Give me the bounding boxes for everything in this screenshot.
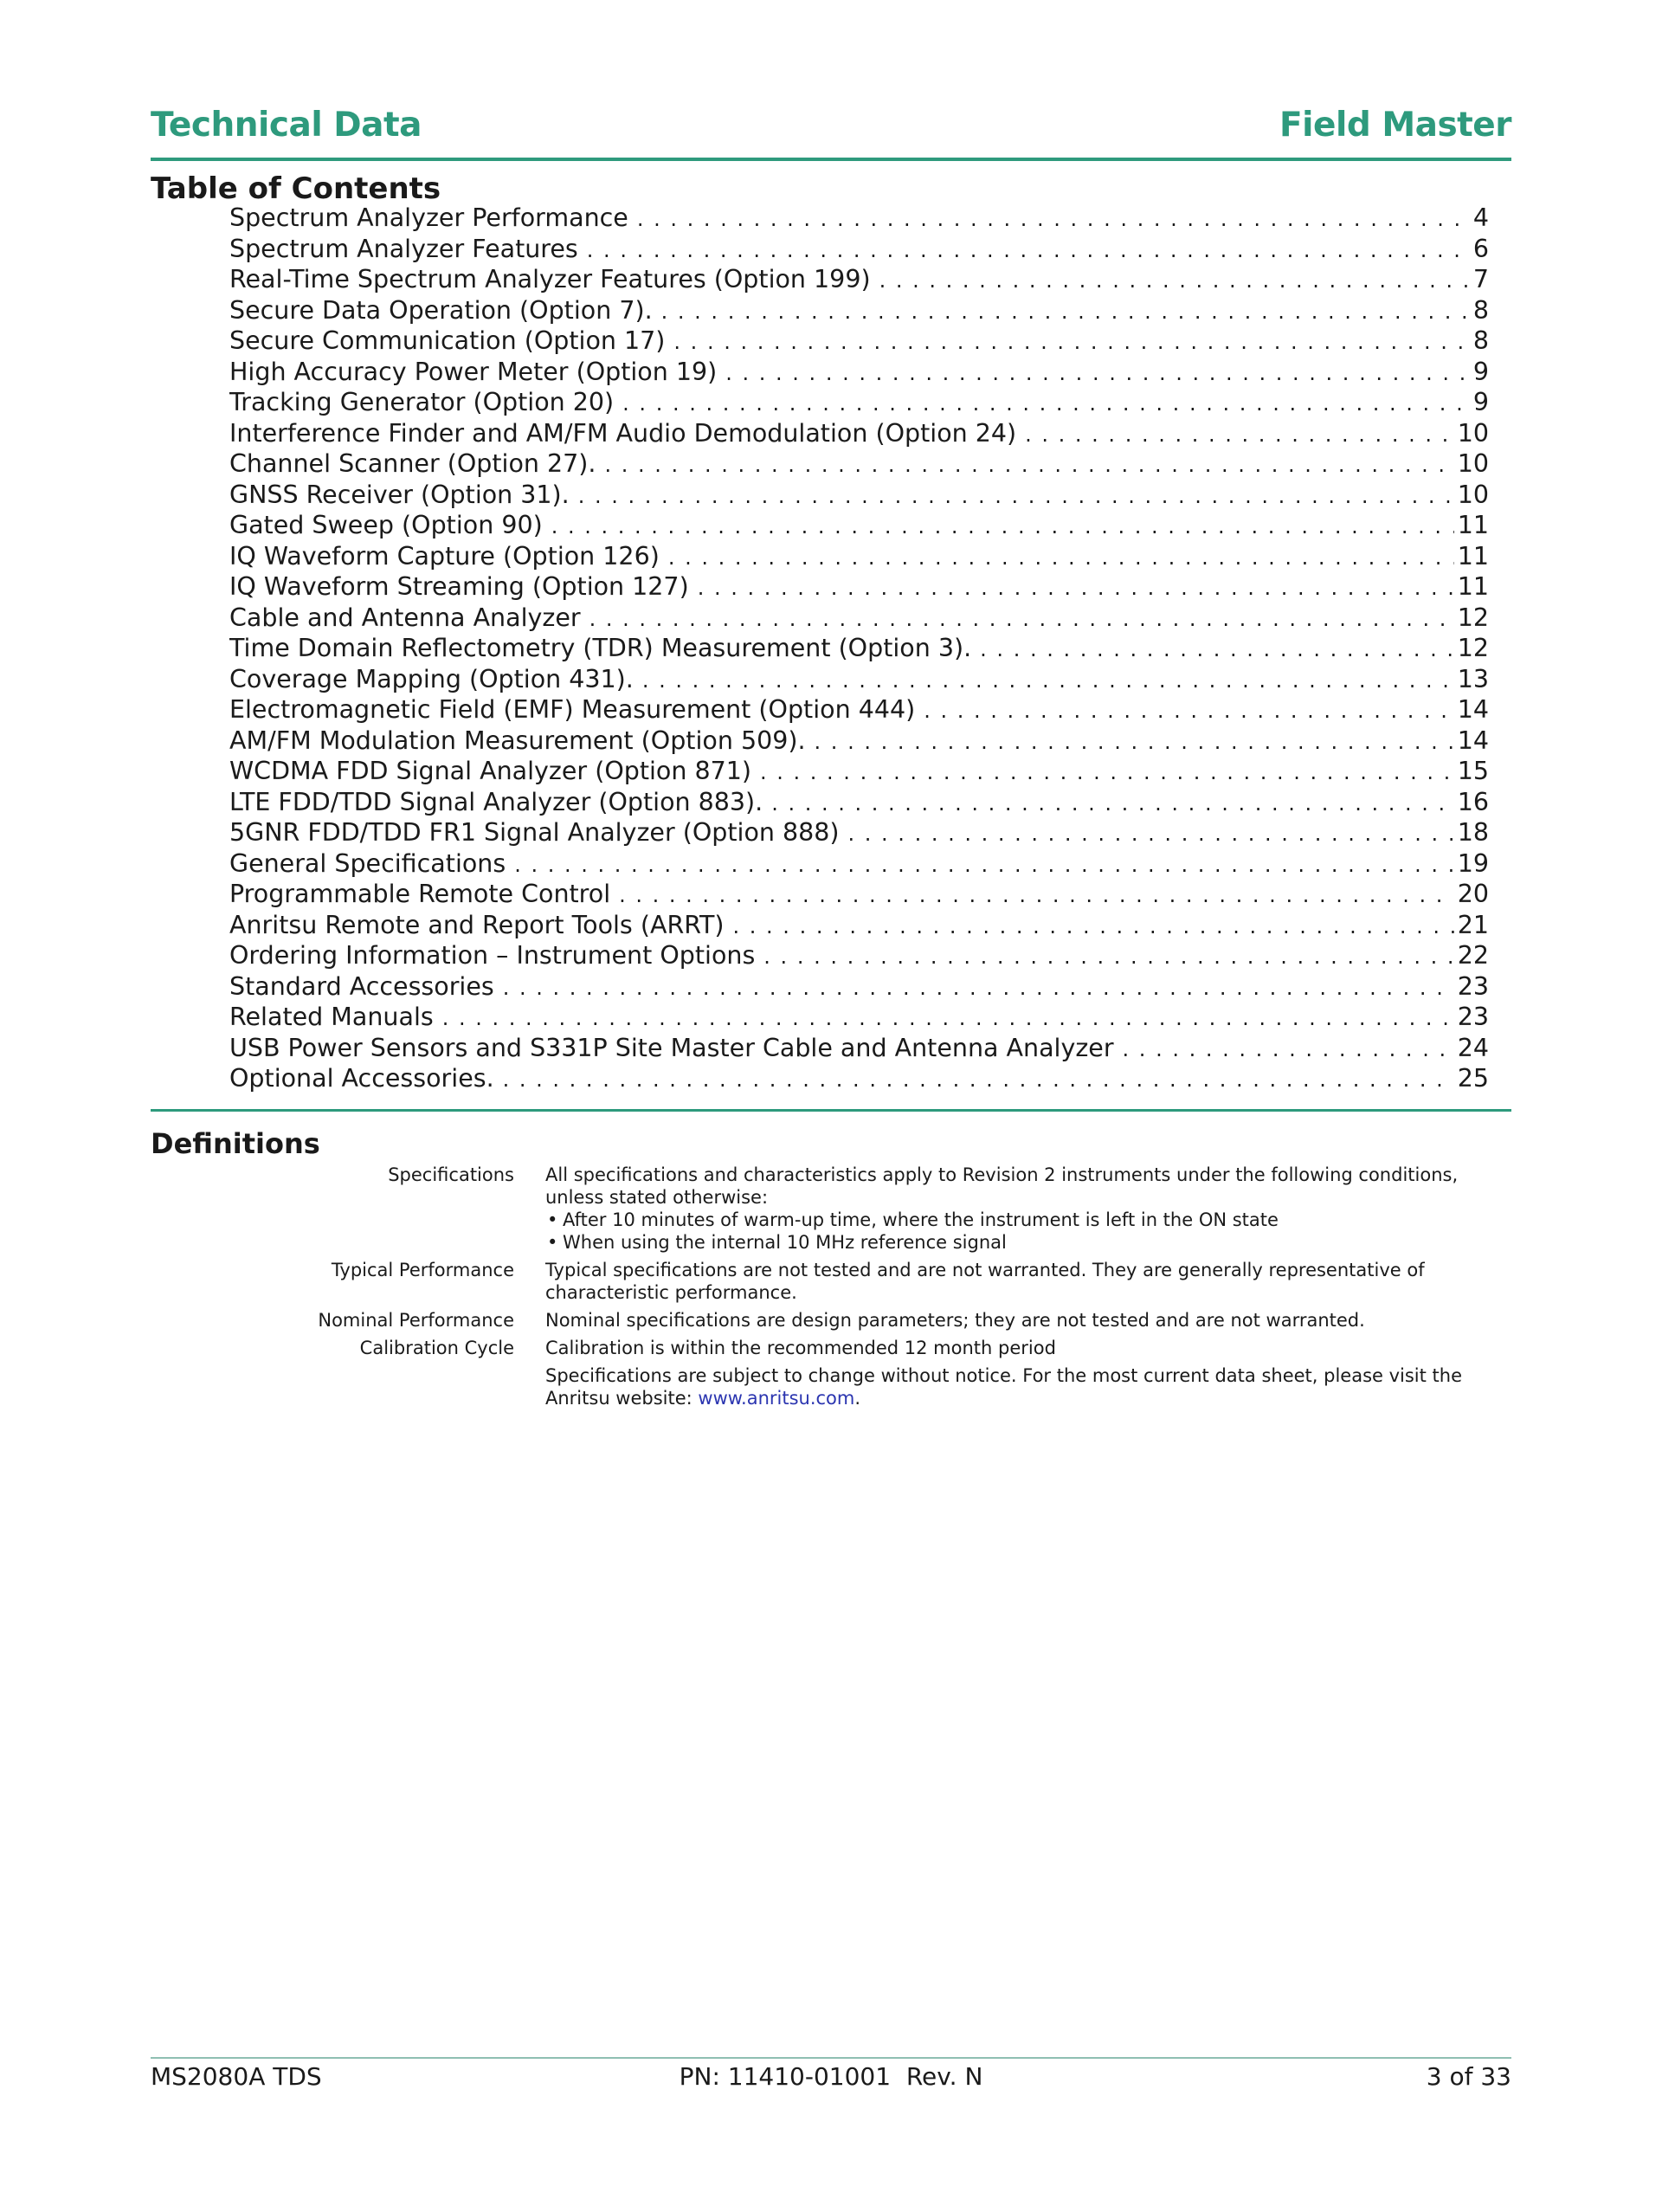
toc-dot-leader bbox=[503, 1065, 1454, 1094]
toc-entry-page: 24 bbox=[1457, 1033, 1489, 1062]
toc-dot-leader bbox=[551, 512, 1454, 541]
toc-entry-title: 5GNR FDD/TDD FR1 Signal Analyzer (Option 888) bbox=[229, 818, 840, 847]
toc-entry-page: 8 bbox=[1472, 326, 1489, 355]
definitions-title: Definitions bbox=[151, 1127, 320, 1160]
toc-dot-leader bbox=[673, 327, 1469, 357]
page-header bbox=[151, 102, 1511, 161]
toc-entry-title: High Accuracy Power Meter (Option 19) bbox=[229, 357, 718, 386]
toc-dot-leader bbox=[1025, 420, 1454, 449]
toc-entry-page: 14 bbox=[1457, 726, 1489, 755]
toc-entry-title: IQ Waveform Streaming (Option 127) bbox=[229, 572, 689, 601]
toc-dot-leader bbox=[661, 297, 1470, 326]
toc-dot-leader bbox=[980, 635, 1454, 664]
toc-dot-leader bbox=[503, 973, 1454, 1003]
document-page bbox=[151, 0, 1511, 2212]
toc-entry-page: 11 bbox=[1457, 572, 1489, 601]
toc-entry-title: Tracking Generator (Option 20) bbox=[229, 388, 615, 416]
toc-entry-page: 12 bbox=[1457, 603, 1489, 632]
footer-divider bbox=[151, 2057, 1511, 2059]
definition-description bbox=[545, 1164, 1511, 1254]
toc-entry-title: USB Power Sensors and S331P Site Master Cable and Antenna Analyzer bbox=[229, 1033, 1114, 1062]
definition-text: All specifications and characteristics apply to Revision 2 instruments under the following conditions, unless stated otherwise: bbox=[545, 1164, 1459, 1208]
toc-entry-page: 12 bbox=[1457, 634, 1489, 662]
toc-entry-page: 22 bbox=[1457, 941, 1489, 970]
toc-entry-page: 15 bbox=[1457, 757, 1489, 785]
toc-entry-page: 7 bbox=[1472, 265, 1489, 293]
toc-dot-leader bbox=[514, 850, 1454, 880]
toc-entry[interactable] bbox=[229, 510, 1489, 541]
toc-entry-title: Interference Finder and AM/FM Audio Demodulation (Option 24) bbox=[229, 418, 1017, 448]
toc-dot-leader bbox=[879, 266, 1470, 295]
toc-entry-page: 10 bbox=[1457, 449, 1489, 478]
toc-entry[interactable] bbox=[229, 480, 1489, 511]
header-title-left: Technical Data bbox=[151, 106, 422, 145]
toc-entry-title: Secure Data Operation (Option 7). bbox=[229, 295, 653, 325]
toc-entry-title: Optional Accessories. bbox=[229, 1064, 494, 1093]
toc-dot-leader bbox=[760, 758, 1454, 787]
toc-list bbox=[229, 203, 1489, 1094]
toc-entry-page: 11 bbox=[1457, 511, 1489, 539]
toc-entry-page: 25 bbox=[1457, 1064, 1489, 1093]
toc-entry-title: General Specifications bbox=[229, 848, 506, 878]
toc-dot-leader bbox=[589, 604, 1454, 634]
toc-entry[interactable] bbox=[229, 756, 1489, 787]
definition-row-calibration bbox=[151, 1337, 1511, 1359]
definition-note bbox=[545, 1364, 1511, 1409]
anritsu-website-link[interactable]: www.anritsu.com bbox=[698, 1388, 855, 1409]
footer-document-id: MS2080A TDS bbox=[151, 2062, 322, 2091]
toc-entry-title: Electromagnetic Field (EMF) Measurement (Option 444) bbox=[229, 695, 916, 724]
definition-term: Nominal Performance bbox=[318, 1310, 514, 1331]
toc-entry[interactable] bbox=[229, 295, 1489, 326]
toc-entry-title: Time Domain Reflectometry (TDR) Measurement (Option 3). bbox=[229, 634, 972, 662]
definition-row-nominal bbox=[151, 1309, 1511, 1332]
toc-dot-leader bbox=[622, 389, 1470, 418]
footer-part-number: PN: 11410-01001 Rev. N bbox=[679, 2062, 983, 2091]
toc-entry[interactable] bbox=[229, 940, 1489, 971]
toc-entry-page: 6 bbox=[1472, 234, 1489, 263]
toc-entry-title: GNSS Receiver (Option 31). bbox=[229, 480, 570, 509]
toc-entry[interactable] bbox=[229, 1063, 1489, 1094]
toc-entry[interactable] bbox=[229, 387, 1489, 418]
definition-bullet: • When using the internal 10 MHz reference signal bbox=[545, 1231, 1511, 1254]
toc-entry-page: 8 bbox=[1472, 295, 1489, 325]
toc-dot-leader bbox=[578, 481, 1454, 511]
toc-entry[interactable] bbox=[229, 817, 1489, 848]
definitions-table bbox=[151, 1164, 1511, 1415]
toc-entry-title: WCDMA FDD Signal Analyzer (Option 871) bbox=[229, 757, 752, 785]
toc-entry[interactable] bbox=[229, 694, 1489, 726]
toc-entry-title: Standard Accessories bbox=[229, 971, 494, 1001]
toc-dot-leader bbox=[763, 942, 1453, 971]
toc-entry[interactable] bbox=[229, 879, 1489, 910]
toc-entry-page: 16 bbox=[1457, 787, 1489, 816]
toc-entry-page: 20 bbox=[1457, 880, 1489, 908]
definition-term-empty bbox=[151, 1364, 545, 1409]
toc-entry-page: 14 bbox=[1457, 695, 1489, 724]
toc-dot-leader bbox=[725, 358, 1470, 388]
toc-entry-title: LTE FDD/TDD Signal Analyzer (Option 883). bbox=[229, 787, 763, 816]
definition-description: Nominal specifications are design parameters; they are not tested and are not warranted. bbox=[545, 1310, 1365, 1331]
toc-entry-title: IQ Waveform Capture (Option 126) bbox=[229, 541, 660, 571]
toc-entry[interactable] bbox=[229, 541, 1489, 572]
toc-entry-page: 10 bbox=[1457, 418, 1489, 448]
toc-dot-leader bbox=[733, 912, 1454, 941]
toc-entry[interactable] bbox=[229, 787, 1489, 818]
toc-entry-title: Related Manuals bbox=[229, 1003, 434, 1031]
toc-entry-title: Spectrum Analyzer Performance bbox=[229, 203, 628, 232]
toc-entry[interactable] bbox=[229, 910, 1489, 941]
definition-description: Typical specifications are not tested and are not warranted. They are generally representative of characteristic performance. bbox=[545, 1260, 1425, 1303]
toc-dot-leader bbox=[587, 235, 1470, 265]
toc-entry-title: Gated Sweep (Option 90) bbox=[229, 511, 543, 539]
toc-entry-title: Cable and Antenna Analyzer bbox=[229, 603, 581, 632]
toc-entry-page: 13 bbox=[1457, 664, 1489, 693]
toc-entry-page: 10 bbox=[1457, 480, 1489, 509]
toc-entry-title: AM/FM Modulation Measurement (Option 509). bbox=[229, 726, 806, 755]
toc-entry-title: Channel Scanner (Option 27). bbox=[229, 449, 596, 478]
definition-row-note bbox=[151, 1364, 1511, 1409]
toc-entry[interactable] bbox=[229, 1002, 1489, 1033]
toc-dot-leader bbox=[848, 819, 1454, 848]
toc-title: Table of Contents bbox=[151, 171, 441, 206]
toc-entry[interactable] bbox=[229, 848, 1489, 880]
definition-term: Calibration Cycle bbox=[359, 1338, 514, 1358]
note-text: Specifications are subject to change without notice. For the most current data sheet, please visit the Anritsu website: bbox=[545, 1365, 1463, 1409]
footer-page-number: 3 of 33 bbox=[1426, 2062, 1511, 2091]
toc-dot-leader bbox=[698, 573, 1454, 603]
toc-entry-title: Ordering Information – Instrument Options bbox=[229, 941, 756, 970]
toc-entry-page: 9 bbox=[1472, 388, 1489, 416]
toc-entry-title: Anritsu Remote and Report Tools (ARRT) bbox=[229, 910, 725, 939]
toc-entry-title: Coverage Mapping (Option 431). bbox=[229, 664, 634, 693]
toc-entry[interactable] bbox=[229, 603, 1489, 634]
definition-row-typical bbox=[151, 1259, 1511, 1304]
toc-dot-leader bbox=[637, 204, 1470, 234]
toc-entry-page: 23 bbox=[1457, 971, 1489, 1001]
toc-entry-page: 11 bbox=[1457, 541, 1489, 571]
toc-entry-page: 21 bbox=[1457, 910, 1489, 939]
definition-description: Calibration is within the recommended 12 month period bbox=[545, 1338, 1056, 1358]
toc-entry-title: Programmable Remote Control bbox=[229, 880, 611, 908]
note-trail: . bbox=[854, 1388, 861, 1409]
page-footer bbox=[151, 2062, 1511, 2097]
definition-term: Specifications bbox=[388, 1164, 514, 1185]
toc-entry[interactable] bbox=[229, 571, 1489, 603]
toc-entry-title: Real-Time Spectrum Analyzer Features (Option 199) bbox=[229, 265, 871, 293]
toc-dot-leader bbox=[668, 543, 1454, 572]
toc-entry-page: 23 bbox=[1457, 1003, 1489, 1031]
toc-entry[interactable] bbox=[229, 1033, 1489, 1064]
toc-entry[interactable] bbox=[229, 726, 1489, 757]
toc-dot-leader bbox=[924, 696, 1454, 726]
header-title-right: Field Master bbox=[1279, 106, 1511, 145]
toc-dot-leader bbox=[619, 880, 1454, 910]
toc-entry-page: 9 bbox=[1472, 357, 1489, 386]
toc-entry[interactable] bbox=[229, 326, 1489, 357]
toc-entry[interactable] bbox=[229, 264, 1489, 295]
toc-entry[interactable] bbox=[229, 357, 1489, 388]
definition-term: Typical Performance bbox=[331, 1260, 514, 1280]
definition-row-specifications bbox=[151, 1164, 1511, 1254]
toc-entry[interactable] bbox=[229, 203, 1489, 234]
toc-dot-leader bbox=[815, 727, 1454, 757]
toc-entry-page: 18 bbox=[1457, 818, 1489, 847]
toc-dot-leader bbox=[642, 666, 1454, 695]
toc-entry[interactable] bbox=[229, 664, 1489, 695]
toc-entry[interactable] bbox=[229, 971, 1489, 1003]
section-divider bbox=[151, 1109, 1511, 1112]
toc-entry[interactable] bbox=[229, 418, 1489, 449]
toc-dot-leader bbox=[771, 789, 1454, 818]
toc-dot-leader bbox=[604, 450, 1453, 480]
toc-dot-leader bbox=[442, 1003, 1454, 1033]
definition-bullet: • After 10 minutes of warm-up time, where the instrument is left in the ON state bbox=[545, 1209, 1511, 1231]
toc-entry[interactable] bbox=[229, 234, 1489, 265]
toc-entry[interactable] bbox=[229, 633, 1489, 664]
toc-entry[interactable] bbox=[229, 448, 1489, 480]
toc-entry-title: Secure Communication (Option 17) bbox=[229, 326, 666, 355]
toc-entry-page: 19 bbox=[1457, 848, 1489, 878]
toc-entry-title: Spectrum Analyzer Features bbox=[229, 234, 578, 263]
toc-dot-leader bbox=[1123, 1035, 1454, 1064]
toc-entry-page: 4 bbox=[1472, 203, 1489, 232]
